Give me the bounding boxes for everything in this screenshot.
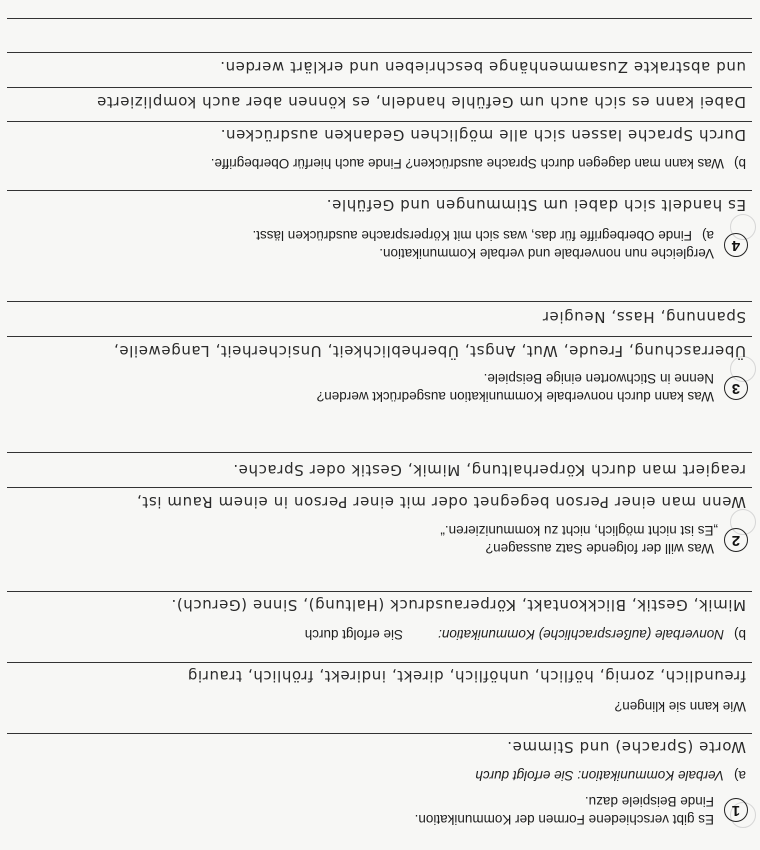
task-1-number: 1 [724, 798, 748, 822]
task-2-number: 2 [724, 528, 748, 552]
task-1a-label: a) [733, 768, 746, 783]
task-4a-answer: Es handelt sich dabei um Stimmungen und Gefühle. [326, 196, 746, 214]
task-2-prompt-line-1: Was will der folgende Satz aussagen? [485, 541, 714, 556]
answer-line [7, 52, 752, 53]
task-4b-answer-line-1: Durch Sprache lassen sich alle möglichen Gedanken ausdrücken. [220, 126, 746, 144]
answer-line [7, 662, 752, 663]
task-4b-text: Was kann man dagegen durch Sprache ausdrücken? Finde auch hierfür Oberbegriffe. [210, 156, 724, 171]
answer-line [7, 301, 752, 302]
answer-line [7, 190, 752, 191]
task-1-sound-answer: freundlich, zornig, höflich, unhöflich, direkt, indirekt, fröhlich, traurig [187, 667, 746, 685]
answer-line [7, 336, 752, 337]
task-2-answer-line-1: Wenn man einer Person begegnet oder mit einer Person in einem Raum ist, [136, 493, 746, 511]
task-2-answer-line-2: reagiert man durch Körperhaltung, Mimik, Gestik oder Sprache. [232, 461, 746, 479]
task-4-prompt-line-1: Vergleiche nun nonverbale und verbale Kommunikation. [379, 246, 714, 261]
task-4-number: 4 [724, 233, 748, 257]
task-4a-label: a) [701, 228, 714, 243]
answer-line [7, 87, 752, 88]
task-4a-text: Finde Oberbegriffe für das, was sich mit Körpersprache ausdrücken lässt. [252, 228, 692, 243]
task-3-prompt-line-1: Was kann durch nonverbale Kommunikation ausgedrückt werden? [316, 389, 714, 404]
task-4b-label: b) [733, 156, 746, 171]
task-4b-answer-line-2: Dabei kann es sich auch um Gefühle handeln, es können aber auch komplizierte [96, 93, 746, 111]
task-3-answer-line-2: Spannung, Hass, Neugier [542, 308, 746, 326]
task-3-answer-line-1: Überraschung, Freude, Wut, Angst, Überheblichkeit, Unsicherheit, Langeweile, [113, 342, 746, 360]
task-1b-text-rest: Sie erfolgt durch [304, 627, 403, 642]
task-1a-text: Verbale Kommunikation: Sie erfolgt durch [475, 768, 724, 783]
task-4b-answer-line-3: und abstrakte Zusammenhänge beschrieben und erklärt werden. [219, 58, 746, 76]
answer-line [7, 591, 752, 592]
task-1b-label: b) [733, 627, 746, 642]
task-1b-answer: Mimik, Gestik, Blickkontakt, Körperausdruck (Haltung), Sinne (Geruch). [170, 596, 746, 614]
answer-line [7, 121, 752, 122]
answer-line [7, 452, 752, 453]
task-2-prompt-line-2: „Es ist nicht möglich, nicht zu kommunizieren.“ [440, 523, 718, 538]
task-1-prompt-line-1: Es gibt verschiedene Formen der Kommunikation. [414, 812, 714, 827]
task-1-sound-question: Wie kann sie klingen? [614, 699, 746, 714]
task-1-prompt-line-2: Finde Beispiele dazu. [584, 794, 714, 809]
task-3-prompt-line-2: Nenne in Stichworten einige Beispiele. [483, 371, 714, 386]
task-1a-answer: Worte (Sprache) und Stimme. [506, 738, 746, 756]
answer-line [7, 18, 752, 19]
task-1b-text-italic: Nonverbale (außersprachliche) Kommunikation: [438, 627, 724, 642]
answer-line [7, 487, 752, 488]
task-3-number: 3 [724, 376, 748, 400]
answer-line [7, 733, 752, 734]
